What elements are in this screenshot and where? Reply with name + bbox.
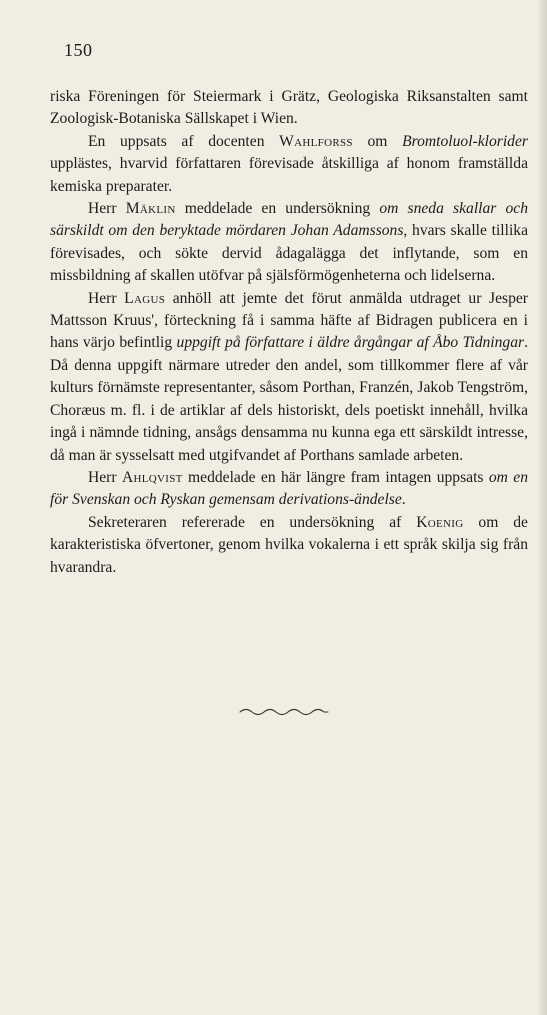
paragraph xyxy=(50,467,528,512)
page-edge-shadow xyxy=(537,0,547,1015)
body-text xyxy=(50,86,528,579)
italic-title: uppgift på författare i äldre årgångar af Åbo Tidningar xyxy=(176,334,525,352)
paragraph xyxy=(50,86,528,131)
text-run: riska Föreningen för Steiermark i Grätz, Geologiska Riksanstalten samt Zoologisk-Botaniska Sällskapet i Wien. xyxy=(50,88,528,128)
text-run: Herr xyxy=(88,200,126,218)
text-run: upplästes, hvarvid författaren förevisade åtskilliga af honom framställda kemiska preparater. xyxy=(50,155,528,195)
italic-title: om en för Svenskan och Ryskan gemensam derivations-ändelse xyxy=(50,468,528,509)
text-run: Herr xyxy=(88,468,122,486)
text-run: meddelade en undersökning xyxy=(175,200,380,218)
ornamental-divider xyxy=(238,706,330,718)
text-run: . Då denna uppgift närmare utreder den andel, som tillkommer flere af vår kulturs förnämste representanter, såsom Porthan, Franzén, Jakob Tengström, Choræus m. fl. i de artiklar af dels historiskt, dels poetiskt innehåll, hvilka ingå i nämnde tidning, ansågs densamma nu kunna ega ett särskildt intresse, då man är sysselsatt med utgifvandet af Porthans samlade arbeten. xyxy=(50,334,528,464)
person-name: Mäklin xyxy=(125,200,176,218)
person-name: Koenig xyxy=(416,513,464,531)
text-run: . xyxy=(401,491,406,509)
italic-title: Bromtoluol-klorider xyxy=(402,132,528,150)
paragraph xyxy=(50,131,528,198)
person-name: Wahlforss xyxy=(279,132,353,150)
text-run: om xyxy=(352,132,403,150)
text-run: om de karakteristiska öfvertoner, genom hvilka vokalerna i ett språk skilja sig från hvarandra. xyxy=(50,513,528,576)
person-name: Ahlqvist xyxy=(121,468,183,486)
text-run: anhöll att jemte det förut anmälda utdraget ur Jesper Mattsson Kruus', förteckning få i samma häfte af Bidragen publicera en i hans värjo befintlig xyxy=(50,289,528,352)
paragraph xyxy=(50,512,528,579)
text-run: Sekreteraren refererade en undersökning af xyxy=(88,513,417,531)
text-run: En uppsats af docenten xyxy=(88,132,280,150)
text-run: Herr xyxy=(88,289,125,307)
paragraph xyxy=(50,288,528,467)
page-number: 150 xyxy=(64,40,93,60)
person-name: Lagus xyxy=(124,289,166,307)
text-run: , hvars skalle tillika förevisades, och sökte dervid ådagalägga det inflytande, som en missbildning af skallen utöfvar på själsförmögenheterna och lidelserna. xyxy=(50,222,528,285)
text-run: meddelade en här längre fram intagen uppsats xyxy=(182,468,489,486)
paragraph xyxy=(50,198,528,288)
italic-title: om sneda skallar och särskildt om den beryktade mördaren Johan Adamssons xyxy=(50,200,528,240)
